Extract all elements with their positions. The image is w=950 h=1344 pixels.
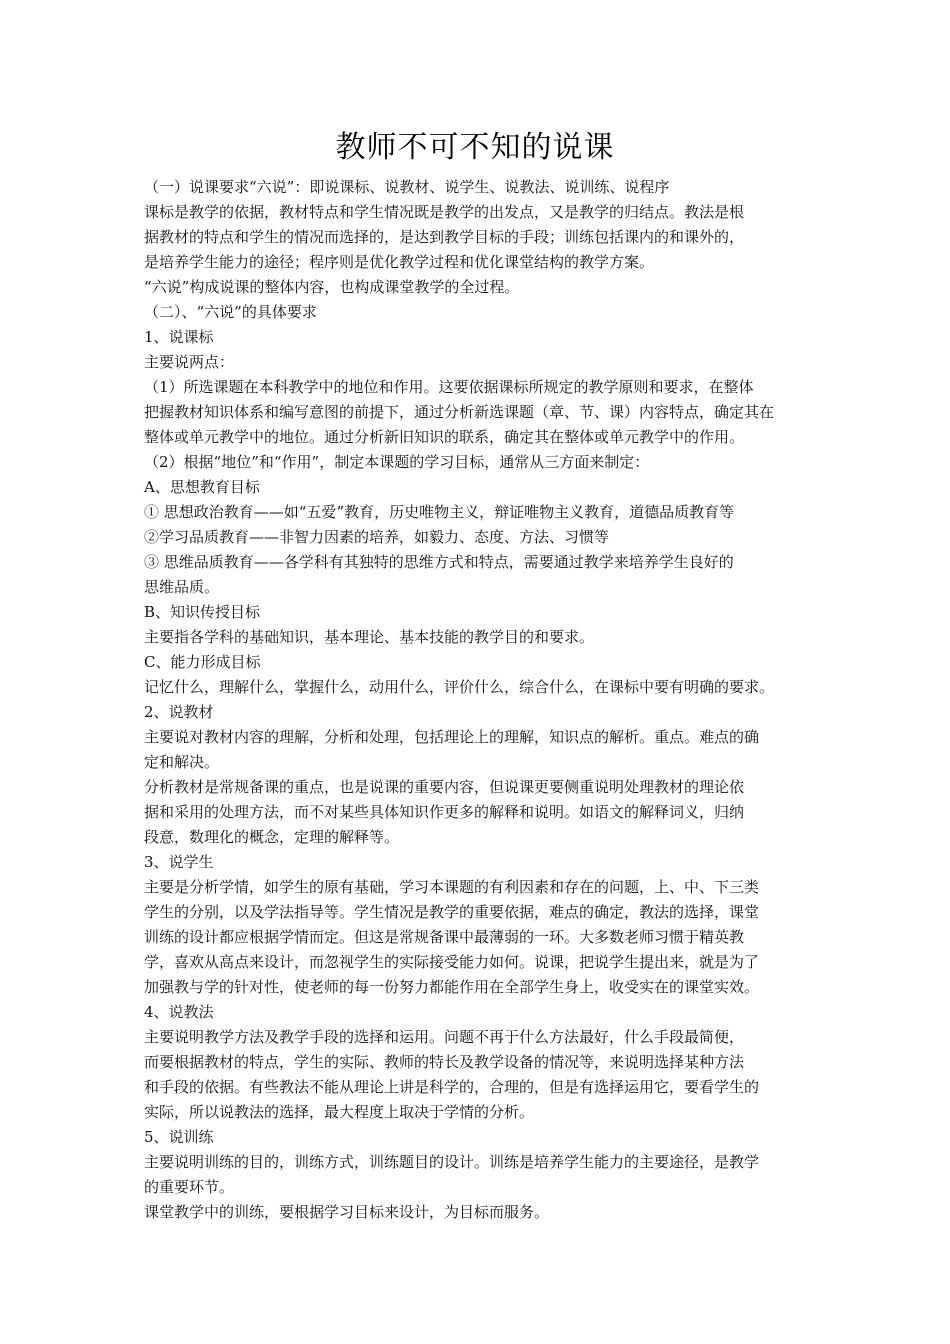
text-line: ① 思想政治教育——如“五爱”教育，历史唯物主义，辩证唯物主义教育，道德品质教育等 [144, 503, 735, 521]
text-line: 把握教材知识体系和编写意图的前提下，通过分析新选课题（章、节、课）内容特点，确定其在 [144, 403, 775, 421]
text-line: （2）根据“地位”和“作用”，制定本课题的学习目标，通常从三方面来制定： [144, 453, 650, 471]
section-heading: 5、说训练 [144, 1128, 214, 1146]
subsection-heading: A、思想教育目标 [144, 478, 260, 496]
text-line: 主要说明训练的目的，训练方式，训练题目的设计。训练是培养学生能力的主要途径，是教学 [144, 1153, 760, 1171]
text-line: 训练的设计都应根据学情而定。但这是常规备课中最薄弱的一环。大多数老师习惯于精英教 [144, 928, 745, 946]
text-line: 主要是分析学情，如学生的原有基础，学习本课题的有利因素和存在的问题，上、中、下三类 [144, 878, 760, 896]
text-line: 分析教材是常规备课的重点，也是说课的重要内容，但说课更要侧重说明处理教材的理论依 [144, 778, 745, 796]
text-line: 是培养学生能力的途径；程序则是优化教学过程和优化课堂结构的教学方案。 [144, 253, 655, 271]
text-line: “六说”构成说课的整体内容，也构成课堂教学的全过程。 [144, 278, 520, 296]
text-line: 段意，数理化的概念，定理的解释等。 [144, 828, 400, 846]
text-line: （1）所选课题在本科教学中的地位和作用。这要依据课标所规定的教学原则和要求，在整体 [144, 378, 754, 396]
text-line: 主要说对教材内容的理解，分析和处理，包括理论上的理解，知识点的解析。重点。难点的确 [144, 728, 760, 746]
section-heading: （二）、“六说”的具体要求 [144, 303, 317, 321]
text-line: 课标是教学的依据，教材特点和学生情况既是教学的出发点，又是教学的归结点。教法是根 [144, 203, 745, 221]
document-title: 教师不可不知的说课 [335, 130, 615, 165]
text-line: 而要根据教材的特点，学生的实际、教师的特长及教学设备的情况等，来说明选择某种方法 [144, 1053, 745, 1071]
text-line: 学，喜欢从高点来设计，而忽视学生的实际接受能力如何。说课，把说学生提出来，就是为了 [144, 953, 760, 971]
text-line: ③ 思维品质教育——各学科有其独特的思维方式和特点，需要通过教学来培养学生良好的 [144, 553, 734, 571]
text-line: 整体或单元教学中的地位。通过分析新旧知识的联系，确定其在整体或单元教学中的作用。 [144, 428, 745, 446]
text-line: ②学习品质教育——非智力因素的培养，如毅力、态度、方法、习惯等 [144, 528, 610, 546]
text-line: 定和解决。 [144, 753, 220, 771]
text-line: 主要指各学科的基础知识，基本理论、基本技能的教学目的和要求。 [144, 628, 595, 646]
section-heading: 4、说教法 [144, 1003, 214, 1021]
section-heading: 2、说教材 [144, 703, 214, 721]
text-line: 记忆什么，理解什么，掌握什么，动用什么，评价什么，综合什么，在课标中要有明确的要求。 [144, 678, 775, 696]
text-line: 的重要环节。 [144, 1178, 235, 1196]
document-body [144, 175, 812, 1225]
text-line: 思维品质。 [144, 578, 220, 596]
text-line: 和手段的依据。有些教法不能从理论上讲是科学的，合理的，但是有选择运用它，要看学生的 [144, 1078, 760, 1096]
text-line: 学生的分别，以及学法指导等。学生情况是教学的重要依据，难点的确定，教法的选择，课堂 [144, 903, 760, 921]
text-line: 实际，所以说教法的选择，最大程度上取决于学情的分析。 [144, 1103, 535, 1121]
text-line: 据和采用的处理方法，而不对某些具体知识作更多的解释和说明。如语文的解释词义，归纳 [144, 803, 745, 821]
text-line: 主要说明教学方法及教学手段的选择和运用。问题不再于什么方法最好，什么手段最简便， [144, 1028, 745, 1046]
section-heading: 1、说课标 [144, 328, 214, 346]
subsection-heading: B、知识传授目标 [144, 603, 261, 621]
subsection-heading: C、能力形成目标 [144, 653, 261, 671]
text-line: 加强教与学的针对性，使老师的每一份努力都能作用在全部学生身上，收受实在的课堂实效。 [144, 978, 760, 996]
text-line: 主要说两点： [144, 353, 235, 371]
text-line: 据教材的特点和学生的情况而选择的，是达到教学目标的手段；训练包括课内的和课外的， [144, 228, 745, 246]
section-heading: 3、说学生 [144, 853, 214, 871]
text-line: （一）说课要求“六说”：即说课标、说教材、说学生、说教法、说训练、说程序 [144, 178, 670, 196]
text-line: 课堂教学中的训练，要根据学习目标来设计，为目标而服务。 [144, 1203, 550, 1221]
